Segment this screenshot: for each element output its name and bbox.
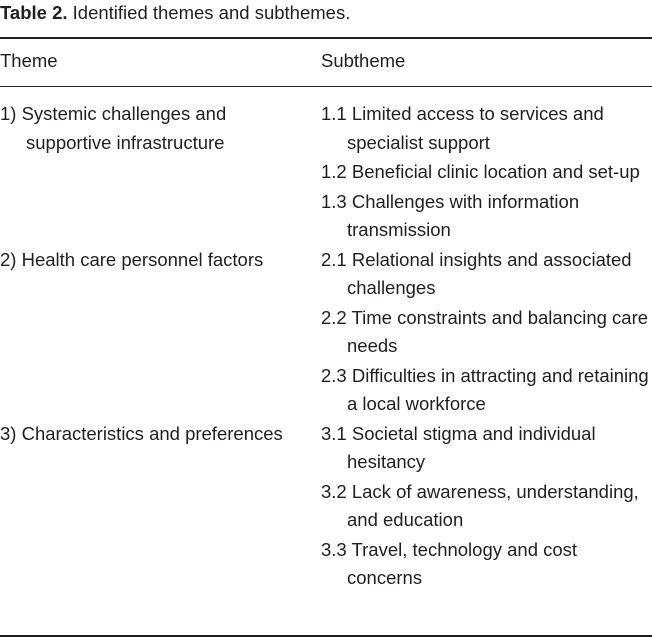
subtheme-cell: 2.2 Time constraints and balancing care needs	[321, 306, 649, 356]
table-row	[0, 100, 652, 246]
subtheme-cell: 3.1 Societal stigma and individual hesitancy	[321, 422, 596, 472]
top-rule	[0, 37, 652, 39]
subtheme-cell: 3.3 Travel, technology and cost concerns	[321, 538, 578, 588]
header-rule	[0, 86, 652, 87]
table-caption	[0, 0, 350, 26]
header-theme: Theme	[0, 50, 58, 71]
theme-cell: 3) Characteristics and preferences	[0, 422, 283, 444]
subtheme-cell: 2.3 Difficulties in attracting and retaining a local workforce	[321, 364, 649, 414]
subtheme-cell: 2.1 Relational insights and associated challenges	[321, 248, 632, 298]
table-row	[0, 420, 652, 594]
table-label: Table 2.	[0, 2, 68, 23]
subtheme-cell: 1.1 Limited access to services and specialist support	[321, 103, 604, 153]
subtheme-cell: 1.2 Beneficial clinic location and set-up	[321, 161, 640, 182]
subtheme-cell: 1.3 Challenges with information transmission	[321, 190, 580, 240]
bottom-rule	[0, 635, 652, 637]
theme-cell: 1) Systemic challenges and supportive infrastructure	[0, 103, 227, 153]
header-subtheme: Subtheme	[321, 50, 406, 71]
table-title: Identified themes and subthemes.	[72, 2, 351, 23]
table-row	[0, 246, 652, 420]
theme-cell: 2) Health care personnel factors	[0, 248, 264, 270]
subtheme-cell: 3.2 Lack of awareness, understanding, and education	[321, 480, 639, 530]
table-body	[0, 100, 652, 594]
